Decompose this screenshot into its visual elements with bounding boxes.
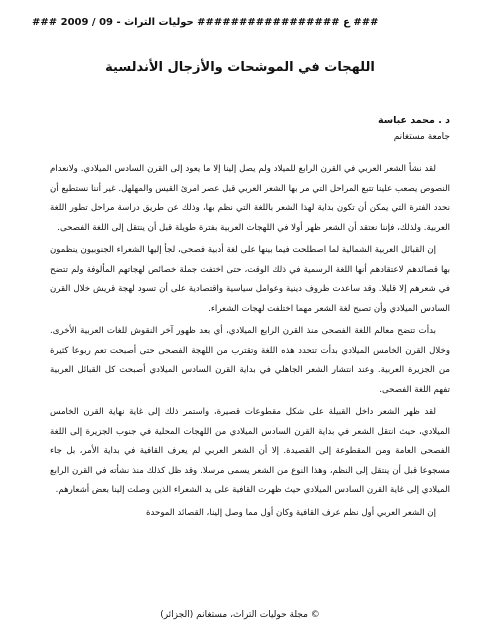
paragraph: إن الشعر العربي أول نظم عرف القافية وكان أول مما وصل إلينا، القصائد الموحدة <box>146 507 436 518</box>
author-affiliation: جامعة مستغانم <box>393 132 450 142</box>
paragraph: بدأت تتضح معالم اللغة الفصحى منذ القرن الرابع الميلادي، أي بعد ظهور آخر النقوش للغات العربية الأخرى. وخلال القرن الخامس الميلادي بدأت تتحدد هذه اللغة وتقترب من اللهجة الفصحى حتى أصبحت تعم ربوعا كثيرة من الجزيرة العربية. وعند انتشار الشعر الجاهلي في بداية القرن السادس الميلادي أصبحت كل القبائل العربية تفهم اللغة الفصحى. <box>50 326 450 395</box>
paragraph: لقد ظهر الشعر داخل القبيلة على شكل مقطوعات قصيرة، واستمر ذلك إلى غاية نهاية القرن الخامس الميلادي، حيث انتقل الشعر في بداية القرن السادس الميلادي من اللهجات المحلية في جنوب الجزيرة إلى اللغة الفصحى العامة ومن المقطوعة إلى القصيدة. إلا أن الشعر العربي لم يعرف القافية في بداية الأمر، بل جاء مسجوعا قبل أن ينتقل إلى النظم، وهذا النوع من الشعر يسمى مرسلا. وقد ظل كذلك منذ نشأته في القرن الرابع الميلادي إلى غاية القرن السادس الميلادي حيث ظهرت القافية على يد الشعراء الذين وصلت إلينا بعض أشعارهم. <box>50 407 450 495</box>
author-name: د . محمد عباسة <box>377 115 450 126</box>
running-header <box>32 13 448 31</box>
header-text: ### 2009 / 09 - ع ################# حوليات التراث ### <box>32 16 379 28</box>
article-body <box>50 160 450 600</box>
page-footer: © مجلة حوليات التراث، مستغانم (الجزائر) <box>160 610 320 620</box>
paragraph: إن القبائل العربية الشمالية لما اصطلحت فيما بينها على لغة أدبية فصحى، لجأ إليها الشعراء الجنوبيون ينظمون بها قصائدهم لاعتقادهم أنها اللغة الرسمية في ذلك الوقت، حتى اختفت جملة خصائص لهجاتهم المألوفة ولم تتضح في شعرهم إلا قليلا. وقد ساعدت ظروف دينية وعوامل سياسية واقتصادية على أن تسود لهجة قريش خلال القرن السادس الميلادي وأن تصبح لغة الشعر مهما اختلفت لهجات الشعراء. <box>50 245 450 314</box>
paragraph: لقد نشأ الشعر العربي في القرن الرابع للميلاد ولم يصل إلينا إلا ما يعود إلى القرن السادس الميلادي. ولانعدام النصوص يصعب علينا تتبع المراحل التي مر بها الشعر العربي قبل عصر امرئ القيس والمهلهل. غير أننا نستطيع أن نحدد الفترة التي يمكن أن تكون بداية لهذا الشعر باللغة التي نظم بها، وذلك عن طريق دراسة مراحل تطور اللغة العربية. ولذلك، فإننا نعتقد أن الشعر ظهر أولا في اللهجات العربية بفترة طويلة قبل أن ينتقل إلى اللغة الفصحى. <box>50 164 450 233</box>
article-title: اللهجات في الموشحات والأزجال الأندلسية <box>105 60 375 75</box>
